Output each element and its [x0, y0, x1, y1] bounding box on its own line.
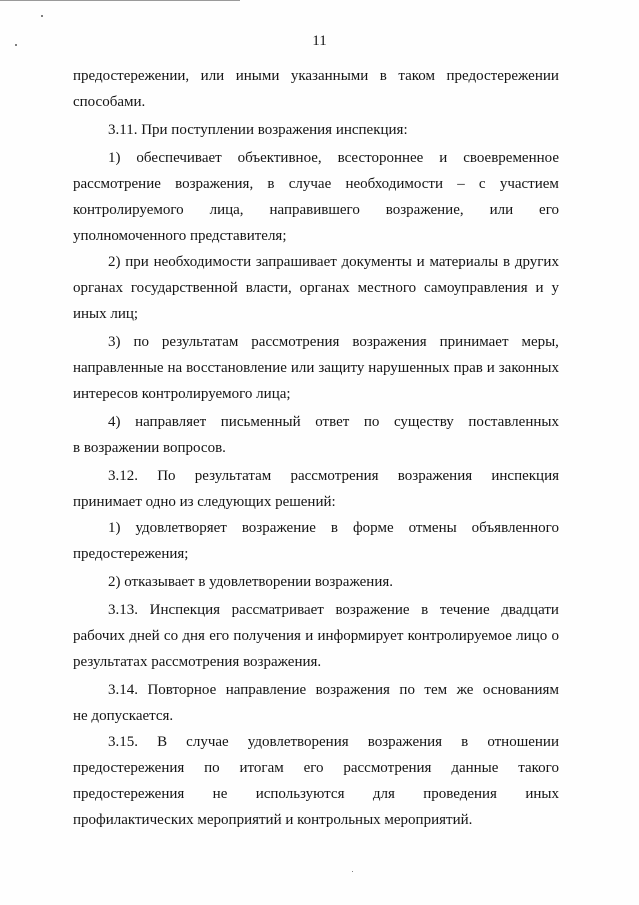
- word: объективное,: [237, 150, 322, 166]
- word: рабочих: [73, 628, 125, 644]
- word: и: [535, 280, 544, 296]
- word: на: [167, 360, 183, 376]
- word: ответ: [315, 414, 350, 430]
- word: или: [489, 202, 514, 218]
- word: 3.14.: [108, 682, 138, 698]
- text-line: в возражении вопросов.: [73, 440, 226, 456]
- text-line: [73, 174, 559, 194]
- word: в: [502, 254, 511, 270]
- word: возражения: [367, 734, 443, 750]
- word: по: [133, 334, 149, 350]
- text-line: не допускается.: [73, 708, 174, 724]
- word: Повторное: [147, 682, 217, 698]
- word: нарушенных: [368, 360, 450, 376]
- text-line: [108, 680, 559, 700]
- word: рассмотрение: [73, 176, 161, 192]
- text-line: [108, 600, 559, 620]
- word: поставленных: [468, 414, 559, 430]
- word: контролируемого: [73, 202, 184, 218]
- word: письменный: [220, 414, 301, 430]
- word: рассмотрения: [251, 334, 340, 350]
- word: –: [457, 176, 465, 192]
- word: случае: [288, 176, 332, 192]
- word: всестороннее: [337, 150, 424, 166]
- word: меры,: [521, 334, 559, 350]
- word: возражение,: [385, 202, 464, 218]
- word: в: [330, 520, 338, 536]
- word: инспекция: [491, 468, 559, 484]
- word: в: [267, 176, 275, 192]
- text-line: принимает одно из следующих решений:: [73, 494, 336, 510]
- word: с: [478, 176, 486, 192]
- word: По: [157, 468, 176, 484]
- word: защиту: [318, 360, 365, 376]
- word: принимает: [439, 334, 509, 350]
- word: таком: [398, 68, 436, 84]
- text-line: [73, 358, 559, 378]
- word: прав: [453, 360, 483, 376]
- text-line: [73, 784, 559, 804]
- text-line: предостережения;: [73, 546, 189, 562]
- text-line: [108, 252, 559, 272]
- text-line: [73, 66, 559, 86]
- word: Инспекция: [149, 602, 221, 618]
- word: о: [551, 628, 559, 644]
- word: результатам: [194, 468, 272, 484]
- word: других: [514, 254, 559, 270]
- word: дней: [129, 628, 160, 644]
- scan-speck: [41, 15, 43, 17]
- text-line: профилактических мероприятий и контрольных мероприятий.: [73, 812, 473, 828]
- word: его: [209, 628, 230, 644]
- text-line: [108, 732, 559, 752]
- word: форме: [352, 520, 394, 536]
- word: документы: [341, 254, 412, 270]
- word: и: [439, 150, 448, 166]
- word: используются: [255, 786, 345, 802]
- word: основаниям: [482, 682, 559, 698]
- word: предостережения: [73, 760, 185, 776]
- text-line: [108, 148, 559, 168]
- word: В: [157, 734, 168, 750]
- word: рассматривает: [231, 602, 324, 618]
- text-line: [108, 518, 559, 538]
- text-line: уполномоченного представителя;: [73, 228, 287, 244]
- word: отмены: [408, 520, 457, 536]
- word: проведения: [423, 786, 497, 802]
- word: и: [486, 360, 495, 376]
- word: такого: [518, 760, 559, 776]
- word: итогам: [239, 760, 284, 776]
- word: у: [551, 280, 559, 296]
- text-line: [73, 626, 559, 646]
- word: в: [461, 734, 469, 750]
- scan-speck: [352, 871, 353, 872]
- word: при: [125, 254, 149, 270]
- word: возражение: [241, 520, 316, 536]
- page-number: 11: [312, 33, 327, 49]
- text-line: [108, 412, 559, 432]
- text-line: [73, 200, 559, 220]
- word: самоуправления: [424, 280, 528, 296]
- word: рассмотрения: [343, 760, 432, 776]
- word: или: [290, 360, 315, 376]
- word: органах: [299, 280, 350, 296]
- word: органах: [73, 280, 123, 296]
- word: возражения: [397, 468, 473, 484]
- word: запрашивает: [255, 254, 337, 270]
- word: законных: [498, 360, 559, 376]
- text-line: 2) отказывает в удовлетворении возражения.: [108, 574, 393, 590]
- word: материалы: [429, 254, 499, 270]
- scan-edge-line: [0, 0, 240, 1]
- word: случае: [186, 734, 229, 750]
- word: лицо: [516, 628, 548, 644]
- word: в: [379, 68, 387, 84]
- word: необходимости: [153, 254, 252, 270]
- text-line: иных лиц;: [73, 306, 139, 322]
- word: предостережения: [73, 786, 185, 802]
- word: участием: [499, 176, 559, 192]
- text-line: [73, 278, 559, 298]
- word: необходимости: [345, 176, 443, 192]
- word: результатам: [161, 334, 239, 350]
- word: 3.12.: [108, 468, 138, 484]
- word: возражения: [315, 682, 390, 698]
- word: контролируемое: [407, 628, 512, 644]
- text-line: способами.: [73, 94, 146, 110]
- word: для: [372, 786, 395, 802]
- word: существу: [393, 414, 454, 430]
- word: направляет: [135, 414, 207, 430]
- word: удовлетворения: [247, 734, 349, 750]
- word: и: [416, 254, 425, 270]
- text-line: [108, 332, 559, 352]
- word: направленные: [73, 360, 164, 376]
- word: по: [399, 682, 415, 698]
- word: иных: [525, 786, 559, 802]
- word: его: [539, 202, 559, 218]
- word: тем: [424, 682, 448, 698]
- word: возражения,: [175, 176, 254, 192]
- word: и: [305, 628, 314, 644]
- word: власти,: [245, 280, 292, 296]
- word: двадцати: [501, 602, 559, 618]
- word: объявленного: [471, 520, 559, 536]
- word: же: [456, 682, 474, 698]
- word: местного: [357, 280, 417, 296]
- word: 3.13.: [108, 602, 138, 618]
- word: 3.15.: [108, 734, 138, 750]
- word: направление: [225, 682, 307, 698]
- word: направившего: [269, 202, 360, 218]
- word: в: [421, 602, 429, 618]
- word: возражения: [352, 334, 427, 350]
- text-line: 3.11. При поступлении возражения инспекция:: [108, 122, 408, 138]
- text-line: [73, 758, 559, 778]
- word: восстановление: [186, 360, 287, 376]
- word: рассмотрения: [290, 468, 379, 484]
- word: или: [200, 68, 225, 84]
- word: государственной: [130, 280, 238, 296]
- word: 2): [108, 254, 121, 270]
- word: иными: [235, 68, 280, 84]
- word: предостережении,: [73, 68, 190, 84]
- word: отношении: [487, 734, 559, 750]
- text-line: [108, 466, 559, 486]
- word: удовлетворяет: [135, 520, 227, 536]
- word: не: [212, 786, 228, 802]
- word: обеспечивает: [136, 150, 222, 166]
- word: указанными: [290, 68, 369, 84]
- word: 4): [108, 414, 121, 430]
- word: информирует: [317, 628, 404, 644]
- word: 3): [108, 334, 121, 350]
- word: по: [363, 414, 380, 430]
- word: по: [204, 760, 220, 776]
- word: течение: [439, 602, 490, 618]
- word: данные: [451, 760, 499, 776]
- word: лица,: [209, 202, 244, 218]
- word: возражение: [335, 602, 410, 618]
- word: 1): [108, 520, 121, 536]
- word: дня: [182, 628, 205, 644]
- text-line: интересов контролируемого лица;: [73, 386, 291, 402]
- word: предостережении: [446, 68, 559, 84]
- word: со: [163, 628, 179, 644]
- word: его: [303, 760, 324, 776]
- word: своевременное: [463, 150, 559, 166]
- word: 1): [108, 150, 121, 166]
- word: получения: [233, 628, 301, 644]
- text-line: результатах рассмотрения возражения.: [73, 654, 322, 670]
